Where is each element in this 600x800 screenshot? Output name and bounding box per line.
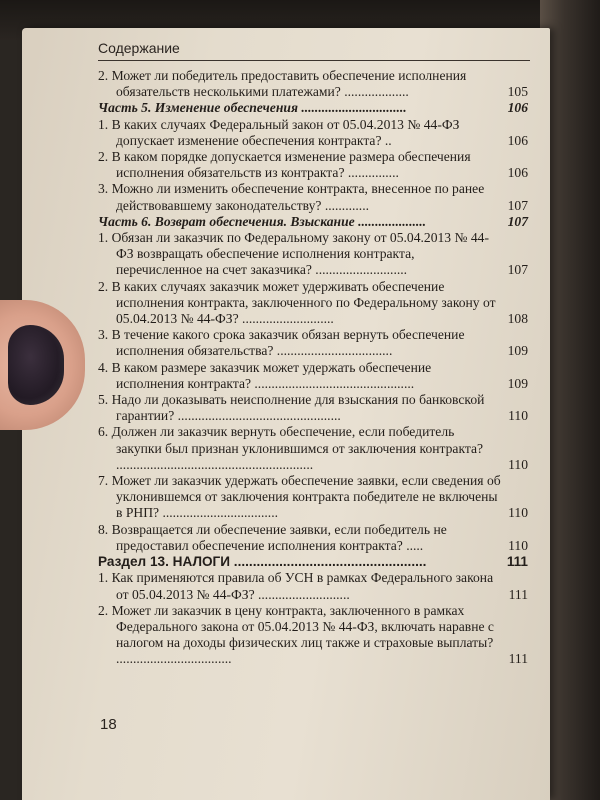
toc-entry-text: Раздел 13. НАЛОГИ ................................................... [98, 554, 427, 570]
toc-page-number: 106 [507, 132, 528, 148]
table-of-contents [98, 68, 528, 668]
toc-page-number: 111 [508, 586, 528, 602]
running-header: Содержание [98, 40, 180, 56]
toc-page-number: 109 [507, 375, 528, 391]
toc-page-number: 107 [507, 197, 528, 213]
toc-page-number: 107 [507, 262, 528, 278]
toc-entry-text: 2. В каких случаях заказчик может удерживать обеспечение исполнения контракта, заключенного по Федеральному закону от 05.04.2013 № 44-ФЗ? ........................... [98, 278, 496, 327]
toc-page-number: 110 [508, 456, 528, 472]
page-number: 18 [100, 716, 117, 733]
toc-entry-text: 6. Должен ли заказчик вернуть обеспечение, если победитель закупки был признан уклонившимся от заключения контракта? .......................................................... [98, 424, 484, 472]
toc-entry-text: 2. Может ли победитель предоставить обеспечение исполнения обязательств несколькими платежами? ................... [98, 68, 467, 100]
toc-page-number: 110 [508, 537, 528, 553]
header-rule [98, 60, 530, 61]
toc-entry [98, 392, 528, 424]
toc-entry [98, 68, 528, 100]
toc-entry-text: Часть 6. Возврат обеспечения. Взыскание .................... [98, 213, 427, 229]
toc-entry [98, 117, 528, 149]
toc-page-number: 111 [508, 651, 528, 667]
toc-entry-text: 3. В течение какого срока заказчик обязан вернуть обеспечение исполнения обязательства? .................................. [98, 327, 465, 359]
toc-page-number: 110 [508, 505, 528, 521]
toc-entry-text: 2. Может ли заказчик в цену контракта, заключенного в рамках Федерального закона от 05.04.2013 № 44-ФЗ, включать наравне с налогом на доходы физических лиц также и страховые выплаты? .................................. [98, 602, 494, 667]
toc-page-number: 106 [507, 165, 528, 181]
toc-entry [98, 473, 528, 522]
toc-entry-text: 1. Обязан ли заказчик по Федеральному закону от 05.04.2013 № 44-ФЗ возвращать обеспечение исполнения контракта, перечисленное на счет заказчика? ........................... [98, 230, 489, 278]
toc-entry [98, 360, 528, 392]
toc-page-number: 111 [506, 554, 528, 570]
toc-entry-text: Часть 5. Изменение обеспечения ............................... [98, 100, 407, 116]
toc-entry [98, 327, 528, 359]
toc-entry-text: 1. В каких случаях Федеральный закон от 05.04.2013 № 44-ФЗ допускает изменение обеспечения контракта? .. [98, 116, 460, 148]
toc-page-number: 109 [507, 343, 528, 359]
toc-entry [98, 603, 528, 668]
toc-entry-text: 1. Как применяются правила об УСН в рамках Федерального закона от 05.04.2013 № 44-ФЗ? ........................... [98, 570, 494, 602]
toc-entry-text: 2. В каком порядке допускается изменение размера обеспечения исполнения обязательств из контракта? ............... [98, 149, 471, 181]
toc-entry [98, 230, 528, 279]
toc-entry [98, 570, 528, 602]
toc-entry [98, 181, 528, 213]
toc-entry-text: 4. В каком размере заказчик может удержать обеспечение исполнения контракта? ............................................... [98, 359, 432, 391]
toc-part-heading [98, 214, 528, 230]
toc-entry-text: 7. Может ли заказчик удержать обеспечение заявки, если сведения об уклонившемся от заключения контракта победителе не включены в РНП? .................................. [98, 473, 501, 521]
fingernail [8, 325, 64, 405]
toc-page-number: 105 [507, 84, 528, 100]
toc-page-number: 106 [507, 100, 528, 116]
toc-entry [98, 149, 528, 181]
toc-page-number: 107 [507, 213, 528, 229]
toc-part-heading [98, 100, 528, 116]
toc-page-number: 108 [507, 311, 528, 327]
toc-entry-text: 5. Надо ли доказывать неисполнение для взыскания по банковской гарантии? ................................................ [98, 392, 485, 424]
toc-section-heading [98, 554, 528, 570]
toc-entry [98, 279, 528, 328]
toc-entry [98, 522, 528, 554]
toc-entry-text: 8. Возвращается ли обеспечение заявки, если победитель не предоставил обеспечение исполнения контракта? ..... [98, 521, 447, 553]
toc-entry-text: 3. Можно ли изменить обеспечение контракта, внесенное по ранее действовавшему законодательству? ............. [98, 181, 485, 213]
toc-entry [98, 424, 528, 473]
toc-page-number: 110 [508, 408, 528, 424]
